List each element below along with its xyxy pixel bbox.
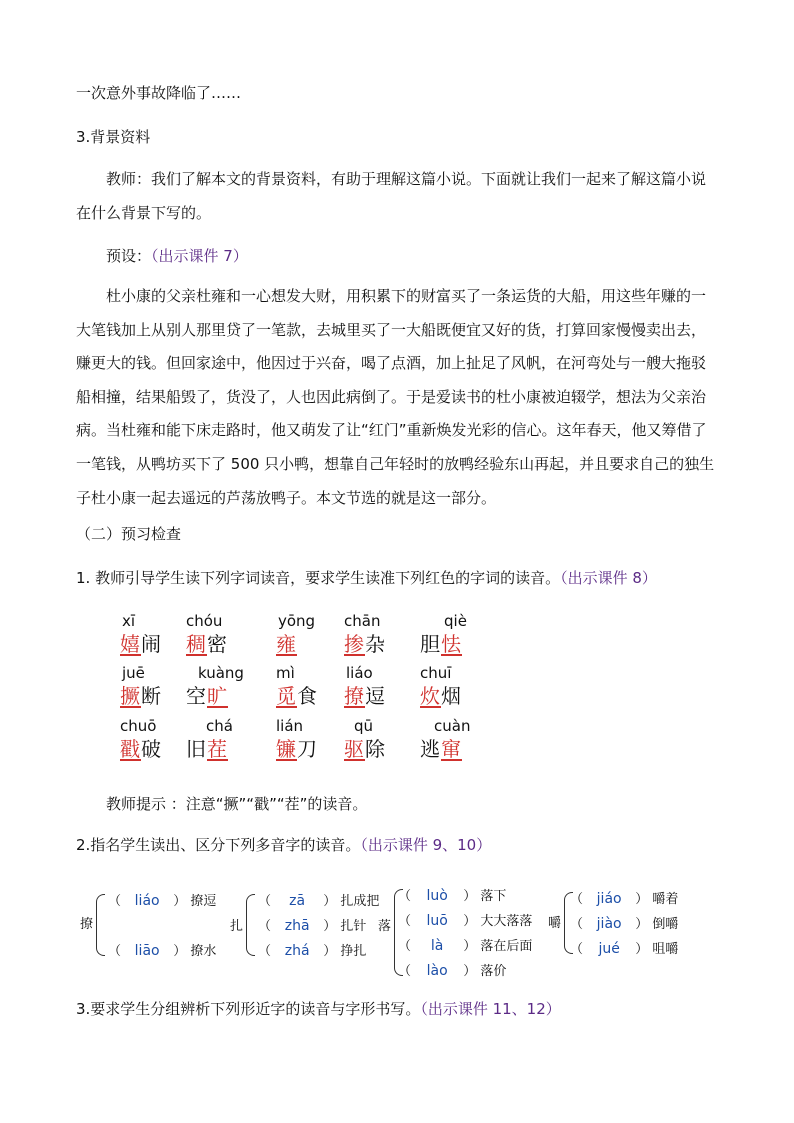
task3-text: 3.要求学生分组辨析下列形近字的读音与字形书写。 <box>76 1000 421 1018</box>
paren-open: （ <box>258 894 276 909</box>
polyphone-pinyin: zā <box>289 893 306 909</box>
vocab-plain-char: 断 <box>141 684 162 708</box>
vocab-plain-char: 烟 <box>441 684 462 708</box>
polyphone-pinyin: luò <box>426 888 448 904</box>
vocab-word <box>276 628 297 657</box>
paren-close: ） <box>459 964 481 979</box>
brace-icon <box>96 894 105 956</box>
polyphone-pinyin: lào <box>426 963 448 979</box>
vocab-word <box>344 680 386 709</box>
intro-tail-text: 一次意外事故降临了…… <box>76 84 242 102</box>
vocab-pinyin: chuī <box>420 664 452 682</box>
vocab-red-char: 驱 <box>344 737 365 761</box>
vocab-red-char: 嬉 <box>120 632 141 656</box>
vocab-red-char: 镰 <box>276 737 297 761</box>
task2-ref: （出示课件 9、10） <box>360 836 492 854</box>
vocab-plain-char: 空 <box>186 684 207 708</box>
vocab-pinyin: lián <box>276 717 304 735</box>
polyphone-row <box>398 910 532 929</box>
vocab-word <box>344 628 386 657</box>
polyphone-char: 扎 <box>230 919 244 934</box>
vocab-plain-char: 闹 <box>141 632 162 656</box>
paren-close: ） <box>319 919 341 934</box>
paren-close: ） <box>631 892 653 907</box>
vocab-pinyin: cuàn <box>434 717 471 735</box>
preset-line <box>106 247 248 265</box>
vocab-word <box>420 680 462 709</box>
paren-close: ） <box>169 894 191 909</box>
vocab-plain-char: 刀 <box>297 737 318 761</box>
vocab-pinyin: chá <box>206 717 233 735</box>
vocab-red-char: 茬 <box>207 737 228 761</box>
polyphone-row <box>398 885 506 904</box>
vocab-word <box>344 733 386 762</box>
polyphone-word: 落在后面 <box>480 939 533 954</box>
polyphone-char: 落 <box>378 919 392 934</box>
vocab-pinyin: yōng <box>278 612 316 630</box>
task2-line <box>76 836 491 854</box>
task3-ref: （出示课件 11、12） <box>420 1000 561 1018</box>
polyphone-pinyin: liāo <box>134 943 160 959</box>
vocab-word <box>186 733 228 762</box>
polyphone-row <box>570 888 678 907</box>
paren-close: ） <box>459 889 481 904</box>
vocab-plain-char: 破 <box>141 737 162 761</box>
paren-close: ） <box>631 917 653 932</box>
polyphone-pinyin: zhá <box>284 943 310 959</box>
vocab-word <box>420 733 462 762</box>
vocab-plain-char: 杂 <box>365 632 386 656</box>
polyphone-word: 倒嚼 <box>652 917 679 932</box>
polyphone-row <box>258 940 366 959</box>
vocab-red-char: 雍 <box>276 632 297 656</box>
part2-title: （二）预习检查 <box>76 525 182 543</box>
vocab-pinyin: chóu <box>186 612 223 630</box>
polyphone-word: 大大落落 <box>480 914 533 929</box>
polyphone-pinyin: jué <box>598 941 620 957</box>
polyphone-char: 嚼 <box>548 916 562 931</box>
paren-open: （ <box>570 917 588 932</box>
vocab-pinyin: xī <box>122 612 136 630</box>
polyphone-word: 撩水 <box>190 944 217 959</box>
vocab-word <box>276 680 318 709</box>
task3-line <box>76 1000 561 1018</box>
paren-open: （ <box>258 919 276 934</box>
vocab-pinyin: chān <box>344 612 381 630</box>
vocab-word <box>186 628 228 657</box>
vocab-word <box>420 628 462 657</box>
task2-text: 2.指名学生读出、区分下列多音字的读音。 <box>76 836 361 854</box>
polyphone-row <box>108 890 216 909</box>
paren-open: （ <box>570 942 588 957</box>
paren-close: ） <box>459 939 481 954</box>
polyphone-row <box>108 940 216 959</box>
vocab-red-char: 炊 <box>420 684 441 708</box>
paren-open: （ <box>398 914 416 929</box>
paren-open: （ <box>570 892 588 907</box>
vocab-plain-char: 旧 <box>186 737 207 761</box>
vocab-red-char: 撩 <box>344 684 365 708</box>
brace-icon <box>246 894 255 956</box>
background-paragraph: 杜小康的父亲杜雍和一心想发大财，用积累下的财富买了一条运货的大船，用这些年赚的一大笔钱加上从别人那里贷了一笔款，去城里买了一大船既便宜又好的货，打算回家慢慢卖出去，赚更大的钱。但回家途中，他因过于兴奋，喝了点酒，加上扯足了风帆，在河弯处与一艘大拖驳船相撞，结果船毁了，货没了，人也因此病倒了。于是爱读书的杜小康被迫辍学，想法为父亲治病。当杜雍和能下床走路时，他又萌发了让“红门”重新焕发光彩的信心。这年春天，他又筹借了一笔钱，从鸭坊买下了 500 只小鸭，想靠自己年轻时的放鸭经验东山再起，并且要求自己的独生子杜小康一起去遥远的芦荡放鸭子。本文节选的就是这一部分。 <box>76 287 715 507</box>
teacher-tip: 教师提示 ：注意“撅”“戳”“茬”的读音。 <box>106 795 368 813</box>
task1-ref: （出示课件 8） <box>560 569 657 587</box>
paren-open: （ <box>398 964 416 979</box>
vocab-pinyin: qiè <box>444 612 467 630</box>
vocab-red-char: 旷 <box>207 684 228 708</box>
paren-open: （ <box>258 944 276 959</box>
polyphone-word: 咀嚼 <box>652 942 679 957</box>
paren-open: （ <box>108 894 126 909</box>
preset-label: 预设： <box>106 247 152 265</box>
vocab-plain-char: 逗 <box>365 684 386 708</box>
polyphone-row <box>258 915 366 934</box>
paren-close: ） <box>319 944 341 959</box>
paren-close: ） <box>319 894 341 909</box>
vocab-plain-char: 胆 <box>420 632 441 656</box>
vocab-red-char: 稠 <box>186 632 207 656</box>
vocab-plain-char: 除 <box>365 737 386 761</box>
polyphone-pinyin: liáo <box>134 893 160 909</box>
polyphone-char: 撩 <box>80 917 94 932</box>
paren-close: ） <box>169 944 191 959</box>
polyphone-pinyin: zhā <box>284 918 310 934</box>
vocab-red-char: 撅 <box>120 684 141 708</box>
section3-title: 3.背景资料 <box>76 128 151 146</box>
task1-text: 1. 教师引导学生读下列字词读音，要求学生读准下列红色的字词的读音。 <box>76 569 561 587</box>
polyphone-word: 落价 <box>480 964 507 979</box>
polyphone-word: 撩逗 <box>190 894 217 909</box>
vocab-red-char: 觅 <box>276 684 297 708</box>
vocab-red-char: 掺 <box>344 632 365 656</box>
vocab-word <box>120 628 162 657</box>
paren-open: （ <box>398 889 416 904</box>
polyphone-pinyin: là <box>430 938 444 954</box>
polyphone-pinyin: luō <box>426 913 448 929</box>
vocab-word <box>120 680 162 709</box>
vocab-red-char: 戳 <box>120 737 141 761</box>
polyphone-row <box>570 938 678 957</box>
vocab-plain-char: 密 <box>207 632 228 656</box>
preset-ref: （出示课件 7） <box>151 247 248 265</box>
vocab-word <box>276 733 318 762</box>
paren-close: ） <box>459 914 481 929</box>
paren-open: （ <box>398 939 416 954</box>
task1-line <box>76 569 657 587</box>
paren-close: ） <box>631 942 653 957</box>
polyphone-pinyin: jiào <box>596 916 622 932</box>
polyphone-row <box>398 935 532 954</box>
vocab-red-char: 怯 <box>441 632 462 656</box>
vocab-red-char: 窜 <box>441 737 462 761</box>
vocab-word <box>120 733 162 762</box>
polyphone-row <box>570 913 678 932</box>
paren-open: （ <box>108 944 126 959</box>
vocab-word <box>186 680 228 709</box>
polyphone-word: 嚼着 <box>652 892 679 907</box>
vocab-pinyin: liáo <box>346 664 373 682</box>
vocab-pinyin: qū <box>354 717 374 735</box>
polyphone-word: 落下 <box>480 889 507 904</box>
polyphone-row <box>398 960 506 979</box>
polyphone-word: 扎针 <box>340 919 367 934</box>
vocab-plain-char: 食 <box>297 684 318 708</box>
vocab-pinyin: chuō <box>120 717 157 735</box>
vocab-pinyin: kuàng <box>198 664 244 682</box>
vocab-pinyin: mì <box>276 664 295 682</box>
polyphone-row <box>258 890 379 909</box>
teacher-paragraph: 教师：我们了解本文的背景资料，有助于理解这篇小说。下面就让我们一起来了解这篇小说在什么背景下写的。 <box>76 170 707 222</box>
polyphone-word: 扎成把 <box>340 894 380 909</box>
polyphone-pinyin: jiáo <box>596 891 622 907</box>
vocab-plain-char: 逃 <box>420 737 441 761</box>
vocab-pinyin: juē <box>122 664 145 682</box>
polyphone-word: 挣扎 <box>340 944 367 959</box>
